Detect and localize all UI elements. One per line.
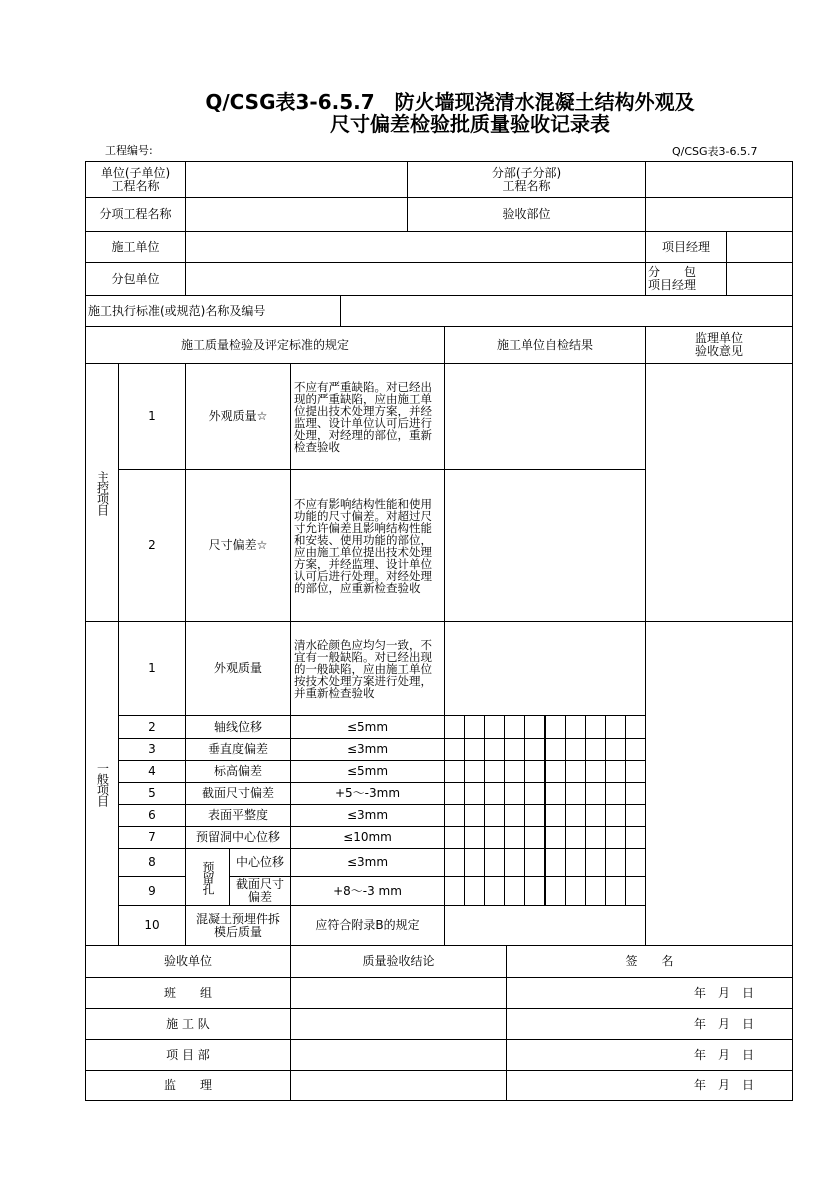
- sign-row-label: 班 组: [85, 977, 291, 1009]
- measurement-cell[interactable]: [484, 760, 505, 783]
- item-standard: 不应有影响结构性能和使用功能的尺寸偏差。对超过尺寸允许偏差且影响结构性能和安装、使用功能的部位，应由施工单位提出技术处理方案，并经监理、设计单位认可后进行处理。对经处理的部位，应重新检查验收: [290, 469, 445, 622]
- item-name: 垂直度偏差: [185, 738, 291, 761]
- conclusion-field[interactable]: [290, 977, 507, 1009]
- measurement-cell[interactable]: [565, 738, 586, 761]
- measurement-cell[interactable]: [565, 826, 586, 849]
- measurement-cell[interactable]: [484, 782, 505, 805]
- measurement-cell[interactable]: [504, 738, 525, 761]
- measurement-cell[interactable]: [444, 782, 465, 805]
- main-items-label: 主控项目: [85, 363, 119, 622]
- measurement-cell[interactable]: [464, 804, 485, 827]
- measurement-cell[interactable]: [504, 826, 525, 849]
- measurement-cell[interactable]: [585, 782, 606, 805]
- measurement-cell[interactable]: [504, 715, 525, 739]
- measurement-cell[interactable]: [444, 760, 465, 783]
- main-supervisor-opinion[interactable]: [645, 363, 793, 622]
- item-name: 截面尺寸 偏差: [229, 876, 291, 906]
- measurement-cell[interactable]: [565, 804, 586, 827]
- form-code: Q/CSG表3-6.5.7: [672, 145, 758, 158]
- measurement-cell[interactable]: [464, 848, 485, 877]
- item-standard: ≤5mm: [290, 715, 445, 739]
- measurement-cell[interactable]: [585, 876, 606, 906]
- item-standard: +8～-3 mm: [290, 876, 445, 906]
- standard-label: 施工执行标准(或规范)名称及编号: [85, 295, 341, 327]
- signature-header: 签 名: [506, 945, 793, 978]
- item-no: 10: [118, 905, 186, 946]
- item-standard: ≤10mm: [290, 826, 445, 849]
- self-check-column-header: 施工单位自检结果: [444, 326, 646, 364]
- item-no: 9: [118, 876, 186, 906]
- project-manager-label: 项目经理: [645, 231, 727, 263]
- sub-project-label: 分部(子分部) 工程名称: [407, 161, 646, 198]
- measurement-cell[interactable]: [625, 782, 646, 805]
- conclusion-header: 质量验收结论: [290, 945, 507, 978]
- measurement-cell[interactable]: [565, 760, 586, 783]
- item-name: 外观质量: [185, 621, 291, 716]
- general-items-label: 一般项目: [85, 621, 119, 946]
- measurement-cell[interactable]: [464, 782, 485, 805]
- reserved-hole-label: 预留孔: [185, 848, 230, 906]
- measurement-cell[interactable]: [565, 782, 586, 805]
- measurement-cell[interactable]: [444, 738, 465, 761]
- item-no: 1: [118, 363, 186, 470]
- sign-row-label: 监 理: [85, 1070, 291, 1101]
- signature-date-field[interactable]: 年 月 日: [506, 977, 793, 1009]
- item-no: 4: [118, 760, 186, 783]
- measurement-cell[interactable]: [464, 715, 485, 739]
- measurement-cell[interactable]: [504, 782, 525, 805]
- measurement-cell[interactable]: [585, 715, 606, 739]
- item-name: 轴线位移: [185, 715, 291, 739]
- item-no: 5: [118, 782, 186, 805]
- measurement-cell[interactable]: [504, 804, 525, 827]
- sign-row-label: 项 目 部: [85, 1039, 291, 1071]
- item-no: 7: [118, 826, 186, 849]
- unit-project-label: 单位(子单位) 工程名称: [85, 161, 186, 198]
- title-line-2: 尺寸偏差检验批质量验收记录表: [330, 112, 610, 136]
- self-check-result[interactable]: [444, 621, 646, 716]
- measurement-cell[interactable]: [605, 826, 626, 849]
- measurement-cell[interactable]: [504, 876, 525, 906]
- measurement-cell[interactable]: [444, 876, 465, 906]
- sub-manager-field[interactable]: [726, 262, 793, 296]
- measurement-cell[interactable]: [545, 804, 566, 827]
- measurement-cell[interactable]: [565, 715, 586, 739]
- item-no: 2: [118, 715, 186, 739]
- measurement-cell[interactable]: [605, 804, 626, 827]
- title-line-1: Q/CSG表3-6.5.7 防火墙现浇清水混凝土结构外观及: [205, 90, 695, 114]
- measurement-cell[interactable]: [605, 715, 626, 739]
- measurement-cell[interactable]: [464, 876, 485, 906]
- measurement-cell[interactable]: [625, 738, 646, 761]
- self-check-result[interactable]: [444, 469, 646, 622]
- measurement-cell[interactable]: [625, 760, 646, 783]
- measurement-cell[interactable]: [625, 715, 646, 739]
- sub-project-field[interactable]: [645, 161, 793, 198]
- supervisor-column-header: 监理单位 验收意见: [645, 326, 793, 364]
- item-standard: ≤3mm: [290, 848, 445, 877]
- item-name: 外观质量☆: [185, 363, 291, 470]
- measurement-cell[interactable]: [464, 760, 485, 783]
- measurement-cell[interactable]: [524, 715, 545, 739]
- measurement-cell[interactable]: [524, 760, 545, 783]
- measurement-cell[interactable]: [545, 782, 566, 805]
- project-no-label: 工程编号:: [105, 144, 153, 157]
- measurement-cell[interactable]: [545, 760, 566, 783]
- measurement-cell[interactable]: [484, 715, 505, 739]
- general-supervisor-opinion[interactable]: [645, 621, 793, 946]
- measurement-cell[interactable]: [585, 848, 606, 877]
- measurement-cell[interactable]: [484, 804, 505, 827]
- sub-manager-label: 分 包 项目经理: [645, 262, 727, 296]
- item-no: 8: [118, 848, 186, 877]
- measurement-cell[interactable]: [524, 876, 545, 906]
- measurement-cell[interactable]: [524, 804, 545, 827]
- measurement-cell[interactable]: [444, 826, 465, 849]
- subcontractor-label: 分包单位: [85, 262, 186, 296]
- item-standard: 不应有严重缺陷。对已经出现的严重缺陷，应由施工单位提出技术处理方案，并经监理、设计单位认可后进行处理，对经理的部位，重新检查验收: [290, 363, 445, 470]
- item-name: 中心位移: [229, 848, 291, 877]
- acceptance-part-label: 验收部位: [407, 197, 646, 232]
- unit-project-field[interactable]: [185, 161, 408, 198]
- standard-field[interactable]: [340, 295, 793, 327]
- measurement-cell[interactable]: [585, 738, 606, 761]
- measurement-cell[interactable]: [565, 876, 586, 906]
- measurement-cell[interactable]: [484, 848, 505, 877]
- item-standard: ≤5mm: [290, 760, 445, 783]
- measurement-cell[interactable]: [444, 848, 465, 877]
- conclusion-field[interactable]: [290, 1039, 507, 1071]
- measurement-cell[interactable]: [565, 848, 586, 877]
- measurement-cell[interactable]: [484, 876, 505, 906]
- item-name: 预留洞中心位移: [185, 826, 291, 849]
- item-no: 1: [118, 621, 186, 716]
- item-no: 6: [118, 804, 186, 827]
- measurement-cell[interactable]: [484, 826, 505, 849]
- item-name: 尺寸偏差☆: [185, 469, 291, 622]
- self-check-result[interactable]: [444, 363, 646, 470]
- measurement-cell[interactable]: [444, 804, 465, 827]
- measurement-cell[interactable]: [464, 826, 485, 849]
- measurement-cell[interactable]: [484, 738, 505, 761]
- measurement-cell[interactable]: [524, 848, 545, 877]
- spec-column-header: 施工质量检验及评定标准的规定: [85, 326, 445, 364]
- contractor-field[interactable]: [185, 231, 646, 263]
- measurement-cell[interactable]: [625, 876, 646, 906]
- item-no: 3: [118, 738, 186, 761]
- signature-date-field[interactable]: 年 月 日: [506, 1070, 793, 1101]
- subcontractor-field[interactable]: [185, 262, 646, 296]
- measurement-cell[interactable]: [605, 782, 626, 805]
- item-name: 混凝土预埋件拆 模后质量: [185, 905, 291, 946]
- signature-date-field[interactable]: 年 月 日: [506, 1039, 793, 1071]
- item-project-label: 分项工程名称: [85, 197, 186, 232]
- measurement-cell[interactable]: [545, 738, 566, 761]
- measurement-cell[interactable]: [524, 826, 545, 849]
- item-standard: 应符合附录B的规定: [290, 905, 445, 946]
- measurement-cell[interactable]: [524, 782, 545, 805]
- item-name: 表面平整度: [185, 804, 291, 827]
- self-check-result[interactable]: [444, 905, 646, 946]
- signature-date-field[interactable]: 年 月 日: [506, 1008, 793, 1040]
- measurement-cell[interactable]: [545, 876, 566, 906]
- measurement-cell[interactable]: [605, 848, 626, 877]
- item-standard: 清水砼颜色应均匀一致，不宜有一般缺陷。对已经出现的一般缺陷，应由施工单位按技术处理方案进行处理，并重新检查验收: [290, 621, 445, 716]
- measurement-cell[interactable]: [504, 848, 525, 877]
- acceptance-part-field[interactable]: [645, 197, 793, 232]
- measurement-cell[interactable]: [545, 826, 566, 849]
- measurement-cell[interactable]: [625, 804, 646, 827]
- conclusion-field[interactable]: [290, 1008, 507, 1040]
- measurement-cell[interactable]: [625, 848, 646, 877]
- measurement-cell[interactable]: [504, 760, 525, 783]
- measurement-cell[interactable]: [585, 760, 606, 783]
- acceptance-unit-header: 验收单位: [85, 945, 291, 978]
- item-name: 截面尺寸偏差: [185, 782, 291, 805]
- project-manager-field[interactable]: [726, 231, 793, 263]
- item-name: 标高偏差: [185, 760, 291, 783]
- measurement-cell[interactable]: [545, 715, 566, 739]
- measurement-cell[interactable]: [444, 715, 465, 739]
- item-no: 2: [118, 469, 186, 622]
- measurement-cell[interactable]: [545, 848, 566, 877]
- measurement-cell[interactable]: [605, 738, 626, 761]
- measurement-cell[interactable]: [585, 804, 606, 827]
- item-standard: ≤3mm: [290, 738, 445, 761]
- conclusion-field[interactable]: [290, 1070, 507, 1101]
- measurement-cell[interactable]: [625, 826, 646, 849]
- item-project-field[interactable]: [185, 197, 408, 232]
- contractor-label: 施工单位: [85, 231, 186, 263]
- item-standard: +5～-3mm: [290, 782, 445, 805]
- measurement-cell[interactable]: [605, 760, 626, 783]
- measurement-cell[interactable]: [524, 738, 545, 761]
- measurement-cell[interactable]: [585, 826, 606, 849]
- measurement-cell[interactable]: [605, 876, 626, 906]
- sign-row-label: 施 工 队: [85, 1008, 291, 1040]
- item-standard: ≤3mm: [290, 804, 445, 827]
- measurement-cell[interactable]: [464, 738, 485, 761]
